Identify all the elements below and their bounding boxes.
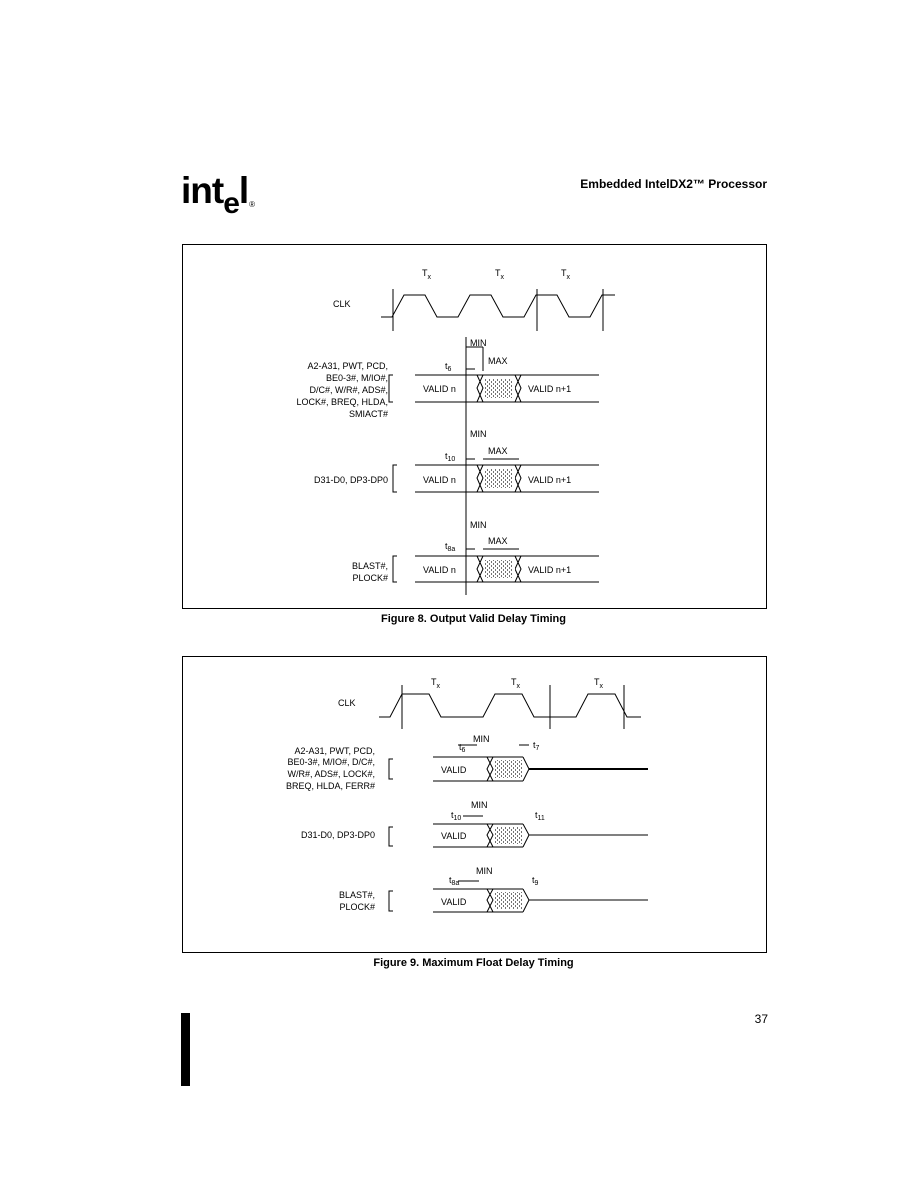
page-number: 37 xyxy=(754,1012,768,1026)
max-label: MAX xyxy=(488,356,508,366)
intel-logo: int$_e$l® xyxy=(181,170,255,220)
t-label-3: $T_x$ xyxy=(561,268,570,281)
t-label-1: $T_x$ xyxy=(431,677,440,690)
signal-label: PLOCK# xyxy=(352,573,388,583)
figure-8-box xyxy=(182,244,767,609)
signal-label: D31-D0, DP3-DP0 xyxy=(313,475,388,485)
signal-label: BE0-3#, M/IO#, D/C#, xyxy=(287,757,375,767)
param-right: $t_{11}$ xyxy=(535,810,545,822)
valid-label: VALID xyxy=(441,897,467,907)
param-left: $t_6$ xyxy=(459,742,466,754)
signal-label: LOCK#, BREQ, HLDA, xyxy=(296,397,388,407)
t-label-2: $T_x$ xyxy=(511,677,520,690)
valid-a: VALID n xyxy=(423,565,456,575)
figure-8-caption: Figure 8. Output Valid Delay Timing xyxy=(381,613,566,625)
valid-label: VALID xyxy=(441,831,467,841)
param-label: $t_6$ xyxy=(445,361,452,373)
revision-change-bar xyxy=(181,1013,190,1086)
signal-label: D31-D0, DP3-DP0 xyxy=(300,830,375,840)
min-label: MIN xyxy=(471,800,488,810)
signal-label: D/C#, W/R#, ADS#, xyxy=(309,385,388,395)
figure-8-timing-diagram xyxy=(183,245,766,608)
valid-b: VALID n+1 xyxy=(528,384,572,394)
signal-label: W/R#, ADS#, LOCK#, xyxy=(287,769,375,779)
signal-label: A2-A31, PWT, PCD, xyxy=(294,746,375,756)
valid-a: VALID n xyxy=(423,475,456,485)
min-label: MIN xyxy=(473,734,490,744)
min-label: MIN xyxy=(470,338,487,348)
t-label-1: $T_x$ xyxy=(422,268,431,281)
clk-label: CLK xyxy=(338,698,356,708)
param-left: $t_{8a}$ xyxy=(449,875,460,887)
param-left: $t_{10}$ xyxy=(451,810,462,822)
param-right: $t_7$ xyxy=(533,740,540,752)
clk-label: CLK xyxy=(333,299,351,309)
signal-label: A2-A31, PWT, PCD, xyxy=(307,361,388,371)
stipple-fill xyxy=(494,760,523,909)
figure-9-box xyxy=(182,656,767,953)
signal-label: BLAST#, xyxy=(338,890,375,900)
signal-label: BE0-3#, M/IO#, xyxy=(325,373,388,383)
param-label: $t_{8a}$ xyxy=(445,541,456,553)
signal-label: BREQ, HLDA, FERR# xyxy=(285,781,375,791)
stipple-fill xyxy=(485,379,513,578)
figure-9-timing-diagram xyxy=(183,657,766,952)
min-label: MIN xyxy=(470,520,487,530)
valid-label: VALID xyxy=(441,765,467,775)
valid-b: VALID n+1 xyxy=(528,565,572,575)
min-label: MIN xyxy=(476,866,493,876)
min-label: MIN xyxy=(470,429,487,439)
figure-9-caption: Figure 9. Maximum Float Delay Timing xyxy=(373,957,574,969)
max-label: MAX xyxy=(488,446,508,456)
param-label: $t_{10}$ xyxy=(445,451,456,463)
max-label: MAX xyxy=(488,536,508,546)
t-label-2: $T_x$ xyxy=(495,268,504,281)
signal-label: PLOCK# xyxy=(339,902,375,912)
signal-label: SMIACT# xyxy=(348,409,388,419)
clk-waveform xyxy=(379,694,641,717)
valid-b: VALID n+1 xyxy=(528,475,572,485)
clk-waveform xyxy=(381,295,615,317)
page-header-title: Embedded IntelDX2™ Processor xyxy=(580,177,767,191)
param-right: $t_9$ xyxy=(532,875,539,887)
valid-a: VALID n xyxy=(423,384,456,394)
t-label-3: $T_x$ xyxy=(594,677,603,690)
signal-label: BLAST#, xyxy=(351,561,388,571)
